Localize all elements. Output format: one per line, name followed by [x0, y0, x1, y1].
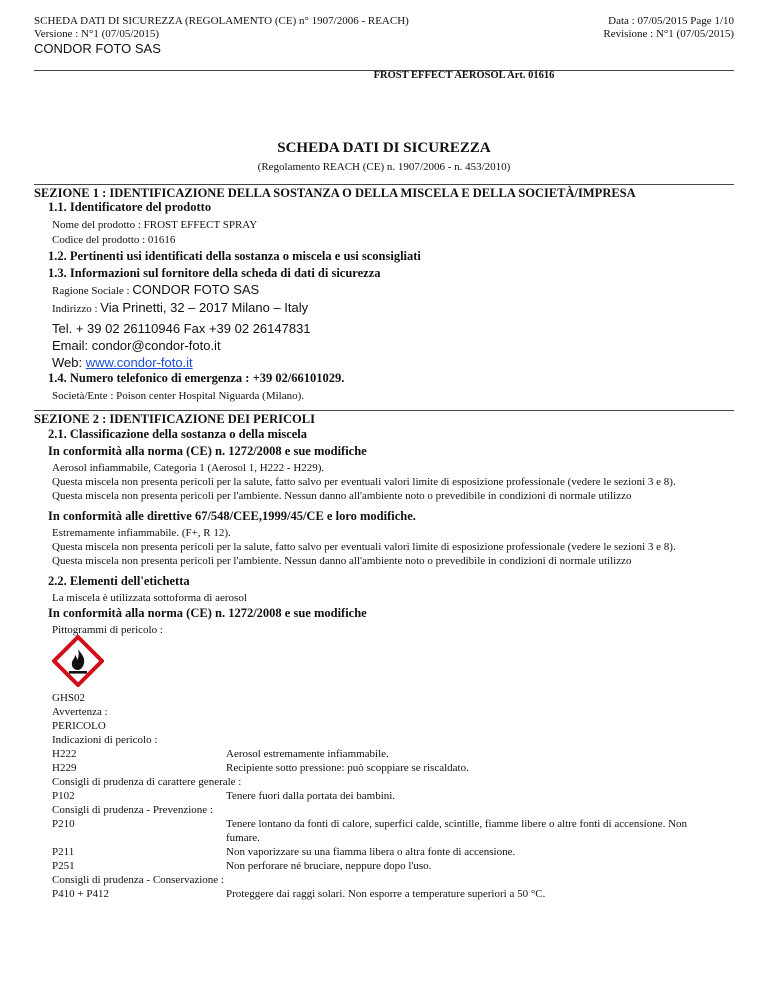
- address-row: [52, 301, 308, 316]
- heading-2-2: 2.2. Elementi dell'etichetta: [48, 574, 190, 588]
- directive-line: Questa miscela non presenta pericoli per la salute, fatto salvo per eventuali valori limite di esposizione professionale (vedere le sezioni 3 e 8).: [52, 541, 676, 553]
- heading-2-1: 2.1. Classificazione della sostanza o della miscela: [48, 427, 308, 441]
- heading-1-2: 1.2. Pertinenti usi identificati della sostanza o miscela e usi sconsigliati: [48, 249, 421, 263]
- signal-label: Avvertenza :: [52, 706, 108, 718]
- address-value: Via Prinetti, 32 – 2017 Milano – Italy: [100, 300, 309, 315]
- clp-line: Questa miscela non presenta pericoli per la salute, fatto salvo per eventuali valori limite di esposizione professionale (vedere le sezioni 3 e 8).: [52, 476, 676, 488]
- clp-classification: [52, 461, 676, 503]
- header-version: Versione : N°1 (07/05/2015): [34, 28, 160, 40]
- header-right: [603, 15, 734, 41]
- label-elements: [52, 691, 157, 747]
- directive-line: Estremamente infiammabile. (F+, R 12).: [52, 527, 231, 539]
- heading-clp-label: In conformità alla norma (CE) n. 1272/2008 e sue modifiche: [48, 606, 367, 620]
- clp-line: Questa miscela non presenta pericoli per l'ambiente. Nessun danno all'ambiente noto o prevedibile in condizioni di normale utilizzo: [52, 490, 632, 502]
- statement-text: Aerosol estremamente infiammabile.: [226, 748, 389, 760]
- header-product: FROST EFFECT AEROSOL Art. 01616: [373, 70, 555, 81]
- heading-1-1: 1.1. Identificatore del prodotto: [48, 200, 212, 214]
- prevention-label: Consigli di prudenza - Prevenzione :: [52, 804, 213, 816]
- statement-row: [52, 817, 716, 845]
- general-label: Consigli di prudenza di carattere generale :: [52, 776, 242, 788]
- address-label: Indirizzo :: [52, 303, 98, 315]
- statement-row: [52, 845, 716, 859]
- statement-code: P210: [52, 818, 75, 830]
- aerosol-note: La miscela è utilizzata sottoforma di aerosol: [52, 592, 247, 604]
- statement-text: Tenere fuori dalla portata dei bambini.: [226, 790, 396, 802]
- statement-text: Tenere lontano da fonti di calore, superfici calde, scintille, fiamme libere o altre fonti di accensione. Non fumare.: [226, 818, 688, 844]
- company-label: Ragione Sociale :: [52, 285, 130, 297]
- heading-1-3: 1.3. Informazioni sul fornitore della scheda di dati di sicurezza: [48, 266, 381, 280]
- statement-code: P102: [52, 790, 75, 802]
- statement-row: [52, 789, 716, 803]
- emergency-org: Società/Ente : Poison center Hospital Niguarda (Milano).: [52, 390, 305, 402]
- flame-pictogram-icon: [52, 635, 104, 687]
- hazard-label: Indicazioni di pericolo :: [52, 734, 158, 746]
- statement-text: Non vaporizzare su una fiamma libera o altra fonte di accensione.: [226, 846, 516, 858]
- statement-code: H229: [52, 762, 77, 774]
- product-name: Nome del prodotto : FROST EFFECT SPRAY: [52, 219, 258, 231]
- heading-1-4: 1.4. Numero telefonico di emergenza : +39 02/66101029.: [48, 371, 345, 385]
- company-value: CONDOR FOTO SAS: [132, 282, 260, 297]
- section-2-heading: SEZIONE 2 : IDENTIFICAZIONE DEI PERICOLI: [34, 410, 734, 427]
- website-label: Web:: [52, 355, 83, 370]
- statement-code: P211: [52, 846, 75, 858]
- phone-fax: Tel. + 39 02 26110946 Fax +39 02 26147831: [52, 321, 311, 336]
- product-code: Codice del prodotto : 01616: [52, 234, 176, 246]
- website-row: [52, 354, 311, 371]
- header-revision: Revisione : N°1 (07/05/2015): [603, 28, 734, 40]
- statement-row: [52, 747, 716, 761]
- statement-row: [52, 761, 716, 775]
- statement-row: [52, 887, 716, 901]
- header-date-page: Data : 07/05/2015 Page 1/10: [608, 15, 734, 27]
- header-company: CONDOR FOTO SAS: [34, 41, 161, 56]
- document-subtitle: (Regolamento REACH (CE) n. 1907/2006 - n. 453/2010): [257, 161, 511, 173]
- website-link[interactable]: www.condor-foto.it: [85, 355, 193, 370]
- contact-block: [52, 320, 311, 371]
- statement-code: P410 + P412: [52, 888, 109, 900]
- email: Email: condor@condor-foto.it: [52, 338, 221, 353]
- pictograms-label: Pittogrammi di pericolo :: [52, 624, 163, 636]
- company-row: [52, 283, 259, 298]
- statement-text: Non perforare né bruciare, neppure dopo l'uso.: [226, 860, 432, 872]
- statement-code: H222: [52, 748, 77, 760]
- storage-label: Consigli di prudenza - Conservazione :: [52, 874, 224, 886]
- header-regulation: SCHEDA DATI DI SICUREZZA (REGOLAMENTO (CE) n° 1907/2006 - REACH): [34, 15, 409, 27]
- pictogram-code: GHS02: [52, 692, 86, 704]
- signal-word: PERICOLO: [52, 720, 106, 732]
- directive-classification: [52, 526, 676, 568]
- heading-directive: In conformità alle direttive 67/548/CEE,1999/45/CE e loro modifiche.: [48, 509, 416, 523]
- statement-code: P251: [52, 860, 75, 872]
- directive-line: Questa miscela non presenta pericoli per l'ambiente. Nessun danno all'ambiente noto o prevedibile in condizioni di normale utilizzo: [52, 555, 632, 567]
- document-title: SCHEDA DATI DI SICUREZZA: [277, 140, 491, 156]
- statement-text: Recipiente sotto pressione: può scoppiare se riscaldato.: [226, 762, 469, 774]
- statement-row: [52, 859, 716, 873]
- statement-text: Proteggere dai raggi solari. Non esporre a temperature superiori a 50 °C.: [226, 888, 546, 900]
- clp-line: Aerosol infiammabile, Categoria 1 (Aerosol 1, H222 - H229).: [52, 462, 325, 474]
- section-1-heading: SEZIONE 1 : IDENTIFICAZIONE DELLA SOSTANZA O DELLA MISCELA E DELLA SOCIETÀ/IMPRESA: [34, 184, 734, 201]
- header-left: [34, 15, 409, 56]
- heading-clp: In conformità alla norma (CE) n. 1272/2008 e sue modifiche: [48, 444, 367, 458]
